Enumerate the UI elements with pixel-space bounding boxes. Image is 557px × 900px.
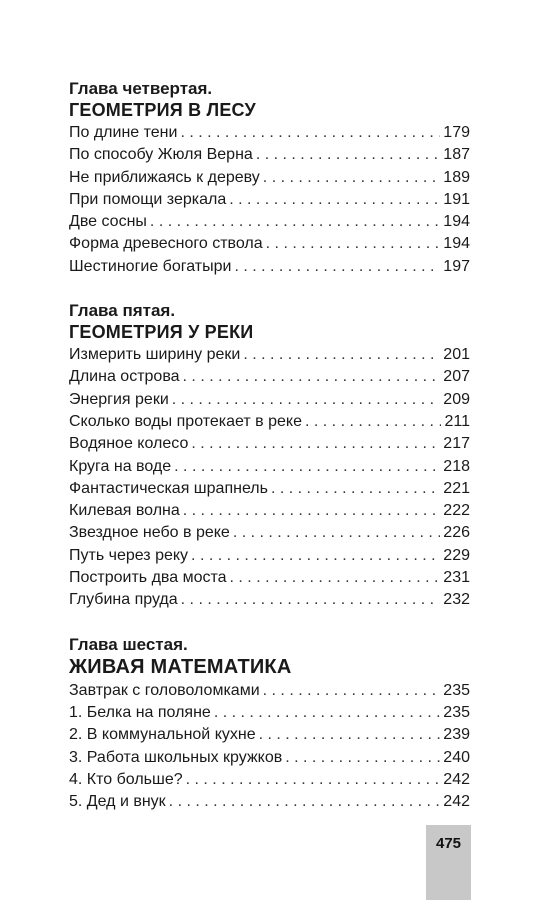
dot-leader bbox=[183, 366, 441, 388]
toc-entry bbox=[69, 167, 470, 189]
entry-page: 191 bbox=[443, 190, 470, 208]
toc-entry bbox=[69, 567, 470, 589]
dot-leader bbox=[234, 256, 440, 278]
entry-page: 217 bbox=[443, 435, 470, 453]
chapter-label: Глава шестая. bbox=[69, 634, 188, 654]
entry-title: 5. Дед и внук bbox=[69, 793, 166, 811]
entry-page: 231 bbox=[443, 569, 470, 587]
dot-leader bbox=[243, 344, 440, 366]
toc-entry bbox=[69, 589, 470, 611]
toc-entry bbox=[69, 747, 470, 769]
toc-entry bbox=[69, 144, 470, 166]
entry-title: Сколько воды протекает в реке bbox=[69, 412, 302, 430]
entry-title: Завтрак с головоломками bbox=[69, 681, 260, 699]
toc-entry bbox=[69, 500, 470, 522]
entry-page: 218 bbox=[443, 457, 470, 475]
dot-leader bbox=[214, 702, 440, 724]
dot-leader bbox=[183, 500, 441, 522]
entry-title: Две сосны bbox=[69, 213, 147, 231]
chapter-title: ГЕОМЕТРИЯ В ЛЕСУ bbox=[69, 100, 256, 120]
entry-title: Длина острова bbox=[69, 368, 180, 386]
toc-entry bbox=[69, 366, 470, 388]
dot-leader bbox=[169, 791, 441, 813]
dot-leader bbox=[229, 189, 440, 211]
dot-leader bbox=[181, 589, 441, 611]
entry-page: 189 bbox=[443, 168, 470, 186]
entry-title: Форма древесного ствола bbox=[69, 235, 263, 253]
chapter-four bbox=[69, 78, 470, 278]
toc-entry bbox=[69, 122, 470, 144]
dot-leader bbox=[191, 545, 440, 567]
entry-title: Построить два моста bbox=[69, 569, 227, 587]
toc-entry bbox=[69, 522, 470, 544]
dot-leader bbox=[263, 167, 441, 189]
dot-leader bbox=[230, 567, 441, 589]
entry-title: Шестиногие богатыри bbox=[69, 257, 232, 275]
dot-leader bbox=[191, 433, 440, 455]
entry-title: 1. Белка на поляне bbox=[69, 703, 211, 721]
toc-entry bbox=[69, 389, 470, 411]
entry-title: При помощи зеркала bbox=[69, 190, 227, 208]
entry-title: Глубина пруда bbox=[69, 591, 178, 609]
page-number-tab bbox=[426, 825, 471, 900]
entry-page: 235 bbox=[443, 681, 470, 699]
toc-entry bbox=[69, 189, 470, 211]
entry-title: 4. Кто больше? bbox=[69, 770, 183, 788]
entry-page: 221 bbox=[443, 479, 470, 497]
toc-entry bbox=[69, 791, 470, 813]
toc-entry bbox=[69, 256, 470, 278]
entry-title: Не приближаясь к дереву bbox=[69, 168, 260, 186]
entry-page: 235 bbox=[443, 703, 470, 721]
entry-page: 187 bbox=[443, 146, 470, 164]
entry-page: 201 bbox=[443, 346, 470, 364]
entry-title: Путь через реку bbox=[69, 546, 189, 564]
dot-leader bbox=[186, 769, 441, 791]
toc-entry bbox=[69, 478, 470, 500]
table-of-contents bbox=[69, 78, 470, 835]
toc-entry bbox=[69, 456, 470, 478]
entry-page: 179 bbox=[443, 124, 470, 141]
entry-title: Фантастическая шрапнель bbox=[69, 479, 268, 497]
toc-entry bbox=[69, 724, 470, 746]
entry-page: 207 bbox=[443, 368, 470, 386]
chapter-title: ГЕОМЕТРИЯ У РЕКИ bbox=[69, 322, 254, 343]
dot-leader bbox=[172, 389, 441, 411]
dot-leader bbox=[256, 144, 440, 166]
toc-entry bbox=[69, 769, 470, 791]
entry-title: Измерить ширину реки bbox=[69, 346, 241, 364]
dot-leader bbox=[305, 411, 441, 433]
entry-page: 232 bbox=[443, 591, 470, 609]
entry-page: 194 bbox=[443, 213, 470, 231]
entry-page: 222 bbox=[443, 502, 470, 520]
dot-leader bbox=[233, 522, 440, 544]
page-number: 475 bbox=[435, 835, 462, 852]
entry-title: По длине тени bbox=[69, 124, 178, 141]
entry-page: 229 bbox=[443, 546, 470, 564]
entry-title: Килевая волна bbox=[69, 502, 180, 520]
entry-title: 3. Работа школьных кружков bbox=[69, 748, 283, 766]
toc-entry bbox=[69, 433, 470, 455]
chapter-label: Глава четвертая. bbox=[69, 79, 213, 98]
entry-page: 240 bbox=[443, 748, 470, 766]
dot-leader bbox=[259, 724, 441, 746]
chapter-title: ЖИВАЯ МАТЕМАТИКА bbox=[69, 655, 292, 678]
entry-page: 211 bbox=[444, 412, 470, 430]
entry-title: Круга на воде bbox=[69, 457, 172, 475]
toc-entry bbox=[69, 702, 470, 724]
entry-page: 209 bbox=[443, 390, 470, 408]
toc-entry bbox=[69, 680, 470, 702]
toc-entry bbox=[69, 411, 470, 433]
entry-page: 242 bbox=[443, 793, 470, 811]
chapter-five bbox=[69, 300, 470, 612]
entry-page: 197 bbox=[443, 257, 470, 275]
dot-leader bbox=[271, 478, 440, 500]
entry-title: Водяное колесо bbox=[69, 435, 189, 453]
entry-title: 2. В коммунальной кухне bbox=[69, 726, 256, 744]
dot-leader bbox=[263, 680, 441, 702]
dot-leader bbox=[150, 211, 440, 233]
dot-leader bbox=[266, 233, 441, 255]
dot-leader bbox=[285, 747, 440, 769]
chapter-label: Глава пятая. bbox=[69, 301, 176, 321]
toc-entry bbox=[69, 344, 470, 366]
dot-leader bbox=[180, 122, 440, 144]
entry-title: По способу Жюля Верна bbox=[69, 146, 253, 164]
entry-title: Звездное небо в реке bbox=[69, 524, 230, 542]
dot-leader bbox=[174, 456, 440, 478]
entry-page: 194 bbox=[443, 235, 470, 253]
toc-entry bbox=[69, 211, 470, 233]
entry-page: 226 bbox=[443, 524, 470, 542]
entry-title: Энергия реки bbox=[69, 390, 169, 408]
toc-entry bbox=[69, 545, 470, 567]
toc-entry bbox=[69, 233, 470, 255]
chapter-six bbox=[69, 634, 470, 814]
entry-page: 242 bbox=[443, 770, 470, 788]
entry-page: 239 bbox=[443, 726, 470, 744]
